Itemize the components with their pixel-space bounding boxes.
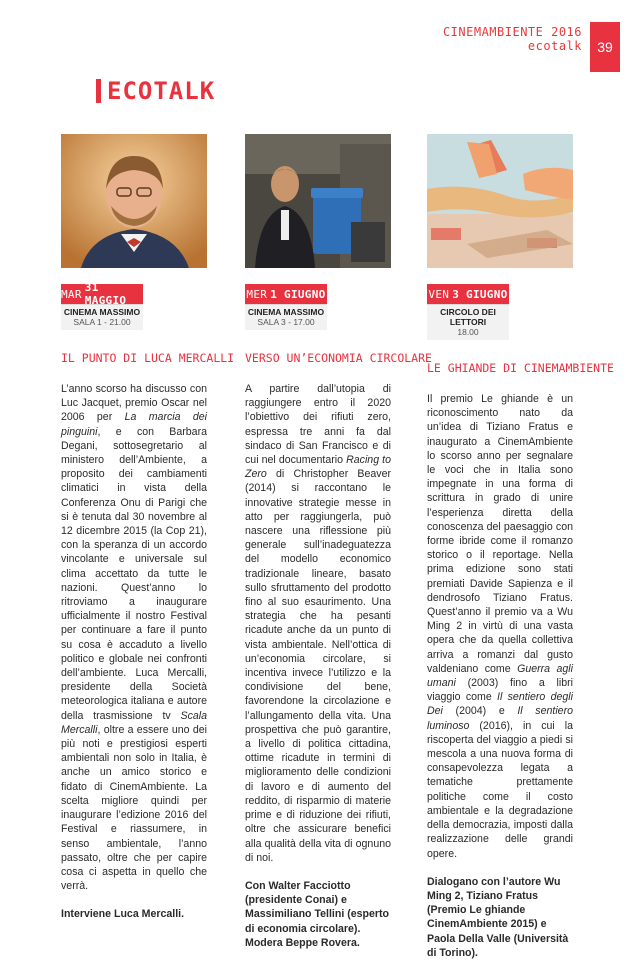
event-title: VERSO UN’ECONOMIA CIRCOLARE xyxy=(245,351,432,365)
book-title: Il sentiero degli Dei xyxy=(427,691,573,718)
venue-name: CINEMA MASSIMO xyxy=(63,307,141,317)
event-body xyxy=(61,382,207,893)
portrait-photo xyxy=(61,134,207,268)
day-date: 31 MAGGIO xyxy=(84,281,127,307)
film-title: La marcia dei pinguini xyxy=(61,411,208,438)
event-body xyxy=(427,392,573,861)
event-column-1 xyxy=(61,134,235,922)
section-title xyxy=(96,77,215,105)
page-number: 39 xyxy=(590,22,620,72)
venue-info: SALA 1 - 21.00 xyxy=(73,317,131,327)
day-date: 3 GIUGNO xyxy=(452,287,508,301)
section-name: ecotalk xyxy=(527,39,582,53)
date-badge xyxy=(245,284,327,304)
event-illustration xyxy=(427,134,573,268)
venue-box xyxy=(61,304,143,330)
venue-box xyxy=(245,304,327,330)
event-column-3 xyxy=(427,134,614,960)
body-text-part: (2004) e xyxy=(442,705,518,718)
film-title: Racing to Zero xyxy=(245,454,391,481)
event-guests: Con Walter Facciotto (presidente Conai) e Massimiliano Tellini (esperto di economia circolare). Modera Beppe Rovera. xyxy=(245,879,390,949)
event-guests: Interviene Luca Mercalli. xyxy=(61,908,185,921)
date-badge xyxy=(427,284,509,304)
book-title: Guerra agli umani xyxy=(427,662,573,690)
event-guests: Dialogano con l’autore Wu Ming 2, Tiziano Fratus (Premio Le ghiande CinemAmbiente 2015) e Paola Della Valle (Università di Torino). xyxy=(427,875,569,959)
body-text-part: , e con Barbara Degani, sottosegretario al ministero dell’Ambiente, a proposito dei cambiamenti climatici in vista della Conferenza Onu di Parigi che si è tenuta dal 30 novembre al 12 dicembre 2015 (la Cop 21), con la speranza di un accordo vincolante e universale sul clima accettato da tutte le nazioni. Quest’anno lo ritroviamo a inaugurare ufficialmente il nostro Festival per continuare a fare il punto su cosa è accaduto a livello politico e globale nei confronti dell’ambiente. Luca Mercalli, presidente della Società meteorologica italiana e autore della trasmissione tv xyxy=(61,425,207,722)
body-text-part: , oltre a essere uno dei più noti e prestigiosi esperti ambientali non solo in Italia, è anche un amico storico e fidato di CinemAmbiente. La scelta migliore quindi per inaugurare l’edizione 2016 del Festival e riassumere, in senso ambientale, l’anno passato, oltre che per capire cosa ci aspetta in quello che verrà. xyxy=(61,723,207,893)
body-text-part: Il premio Le ghiande è un riconoscimento nato da un’idea di Tiziano Fratus e inaugurato a CinemAmbiente lo scorso anno per segnalare le voci che in Italia sono impegnate in una forma di scrittura in grado di unire l’esperienza diretta della conoscenza del paesaggio con forme ibride come il romanzo storico o il reportage. Nella prima edizione sono stati premiati Davide Sapienza e il dendrosofo Tiziano Fratus. Quest’anno il premio va a Wu Ming 2 in virtù di una vasta opera che da quella collettiva arriva a romanzi dal gusto valdeniano come xyxy=(427,393,573,675)
body-text-part: L’anno scorso ha discusso con Luc Jacquet, premio Oscar nel 2006 per xyxy=(61,383,207,424)
date-badge xyxy=(61,281,143,307)
day-date: 1 GIUGNO xyxy=(270,287,326,301)
venue-info: SALA 3 - 17.00 xyxy=(257,317,315,327)
venue-name: CINEMA MASSIMO xyxy=(247,307,325,317)
header-text xyxy=(443,25,582,53)
bins-photo-image xyxy=(245,134,391,268)
page-header xyxy=(443,22,620,72)
event-body xyxy=(245,382,391,865)
event-column-2 xyxy=(245,134,432,950)
section-label: ECOTALK xyxy=(107,77,216,105)
body-text-part: A partire dall’utopia di raggiungere entro il 2020 l’obiettivo dei rifiuti zero, espressa tre anni fa dal sindaco di San Francisco e di cui nel documentario xyxy=(245,383,391,467)
venue-info: 18.00 xyxy=(457,327,479,337)
section-bar xyxy=(96,79,101,103)
event-title: IL PUNTO DI LUCA MERCALLI xyxy=(61,351,235,365)
tv-show-title: Scala Mercalli xyxy=(61,709,207,736)
hands-chessboard-illustration xyxy=(427,134,573,268)
venue-name: CIRCOLO DEI LETTORI xyxy=(440,307,496,327)
day-name: MAR xyxy=(61,287,82,301)
day-name: MER xyxy=(246,287,268,301)
body-text-part: di Christopher Beaver (2014) si raccontano le innovative strategie messe in atto per raggiungerla, può nascere una riflessione più generale sull’inadeguatezza del modello economico tradizionale lineare, basato sullo sfruttamento del prodotto fino al suo esaurimento. Una strategia che ha pesanti ricadute anche da un punto di vista ambientale. Nell’ottica di un’economia circolare, si incentiva invece l’utilizzo e la condivisione del bene, favorendone la circolazione e l’allungamento della vita. Una prospettiva che può garantire, a livello di politica cittadina, ottime ricadute in termini di miglioramento delle condizioni di lavoro e di aumento del reddito, di risparmio di materie prime e di riduzione dei rifiuti, oltre che assicurare benefici alla qualità della vita di ognuno di noi. xyxy=(245,468,391,864)
book-title: Il sentiero luminoso xyxy=(427,705,573,732)
body-text-part: (2003) fino a libri viaggio come xyxy=(427,677,573,704)
event-photo xyxy=(245,134,391,268)
venue-box xyxy=(427,304,509,340)
portrait-image xyxy=(61,134,207,268)
festival-name: CINEMAMBIENTE 2016 xyxy=(442,25,582,39)
event-title: LE GHIANDE DI CINEMAMBIENTE xyxy=(427,361,614,375)
body-text-part: (2016), in cui la riscoperta del viaggio a piedi si mescola a una nuova forma di consapevolezza legata a tematiche prettamente politiche come il costo ambientale e la degradazione della democrazia, imposti dalla realizzazione delle grandi opere. xyxy=(427,719,573,860)
day-name: VEN xyxy=(428,287,450,301)
